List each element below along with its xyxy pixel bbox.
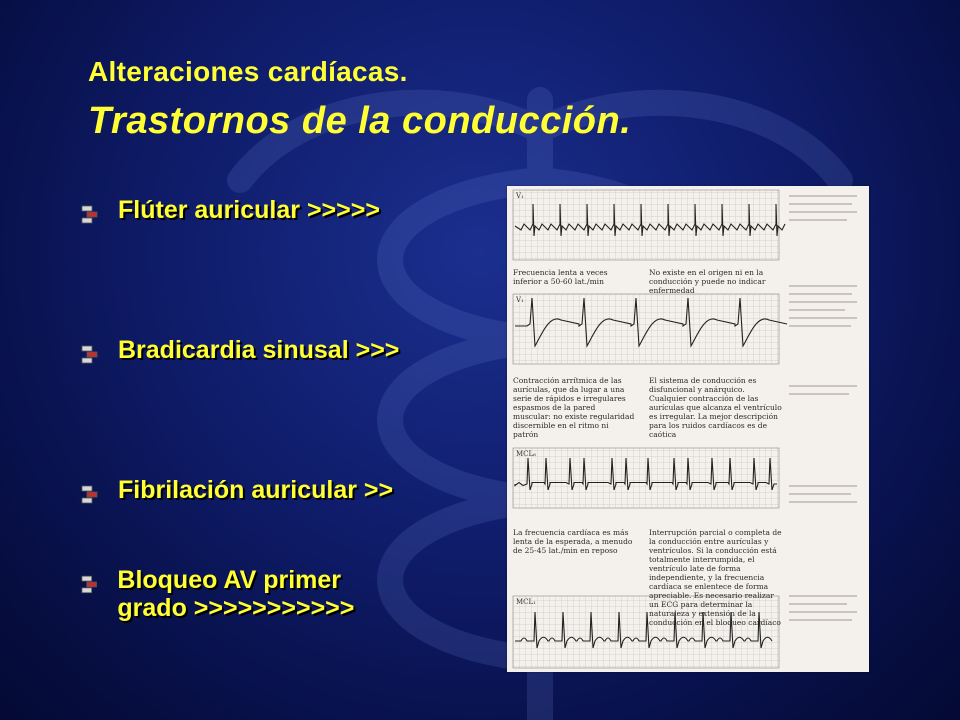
bullet-icon [80,482,102,504]
bullet-icon [80,202,102,224]
ecg-figure [507,186,869,672]
ecg-caption: Contracción arrítmica de las aurículas, que da lugar a una serie de rápidos e irregulares espasmos de la pared muscular: no existe regularidad discernible en el ritmo ni patrón [513,376,635,439]
slide-subtitle: Trastornos de la conducción. [88,100,632,142]
strip-label: MCL₆ [516,450,536,458]
ecg-caption: El sistema de conducción es disfuncional y anárquico. Cualquier contracción de las aurículas que alcanza el ventrículo es irregular. La mejor descripción para los ruidos cardíacos es de caótica [649,376,782,439]
bullet-icon [80,572,101,594]
ecg-caption: No existe en el origen ni en la conducción y puede no indicar enfermedad [649,268,766,295]
ecg-caption: Interrupción parcial o completa de la conducción entre aurículas y ventrículos. Si la conducción está totalmente interrumpida, el ventrículo late de forma independiente, y la frecuencia cardíaca se enlentece de forma apreciable. Es necesario realizar un ECG para determinar la naturaleza y extensión de la conducción en el bloqueo cardíaco [649,528,782,627]
ecg-caption: La frecuencia cardíaca es más lenta de la esperada, a menudo de 25-45 lat./min en reposo [513,528,633,555]
bullet-item [80,476,393,504]
slide-title: Alteraciones cardíacas. [88,56,408,87]
strip-label: V₁ [516,296,524,304]
strip-label: V₁ [516,192,524,200]
bullet-text: Bloqueo AV primer grado >>>>>>>>>>> [117,566,355,622]
ecg-caption: Frecuencia lenta a veces inferior a 50-60 lat./min [513,268,608,286]
ecg-strip-3 [513,448,779,508]
bullet-item [80,566,380,622]
bullet-text: Bradicardia sinusal >>> [118,336,400,364]
bullet-item [80,196,380,224]
strip-label: MCL₁ [516,598,536,606]
bullet-icon [80,342,102,364]
bullet-text: Fibrilación auricular >> [118,476,394,504]
bullet-text: Flúter auricular >>>>> [118,196,380,224]
bullet-item [80,336,399,364]
